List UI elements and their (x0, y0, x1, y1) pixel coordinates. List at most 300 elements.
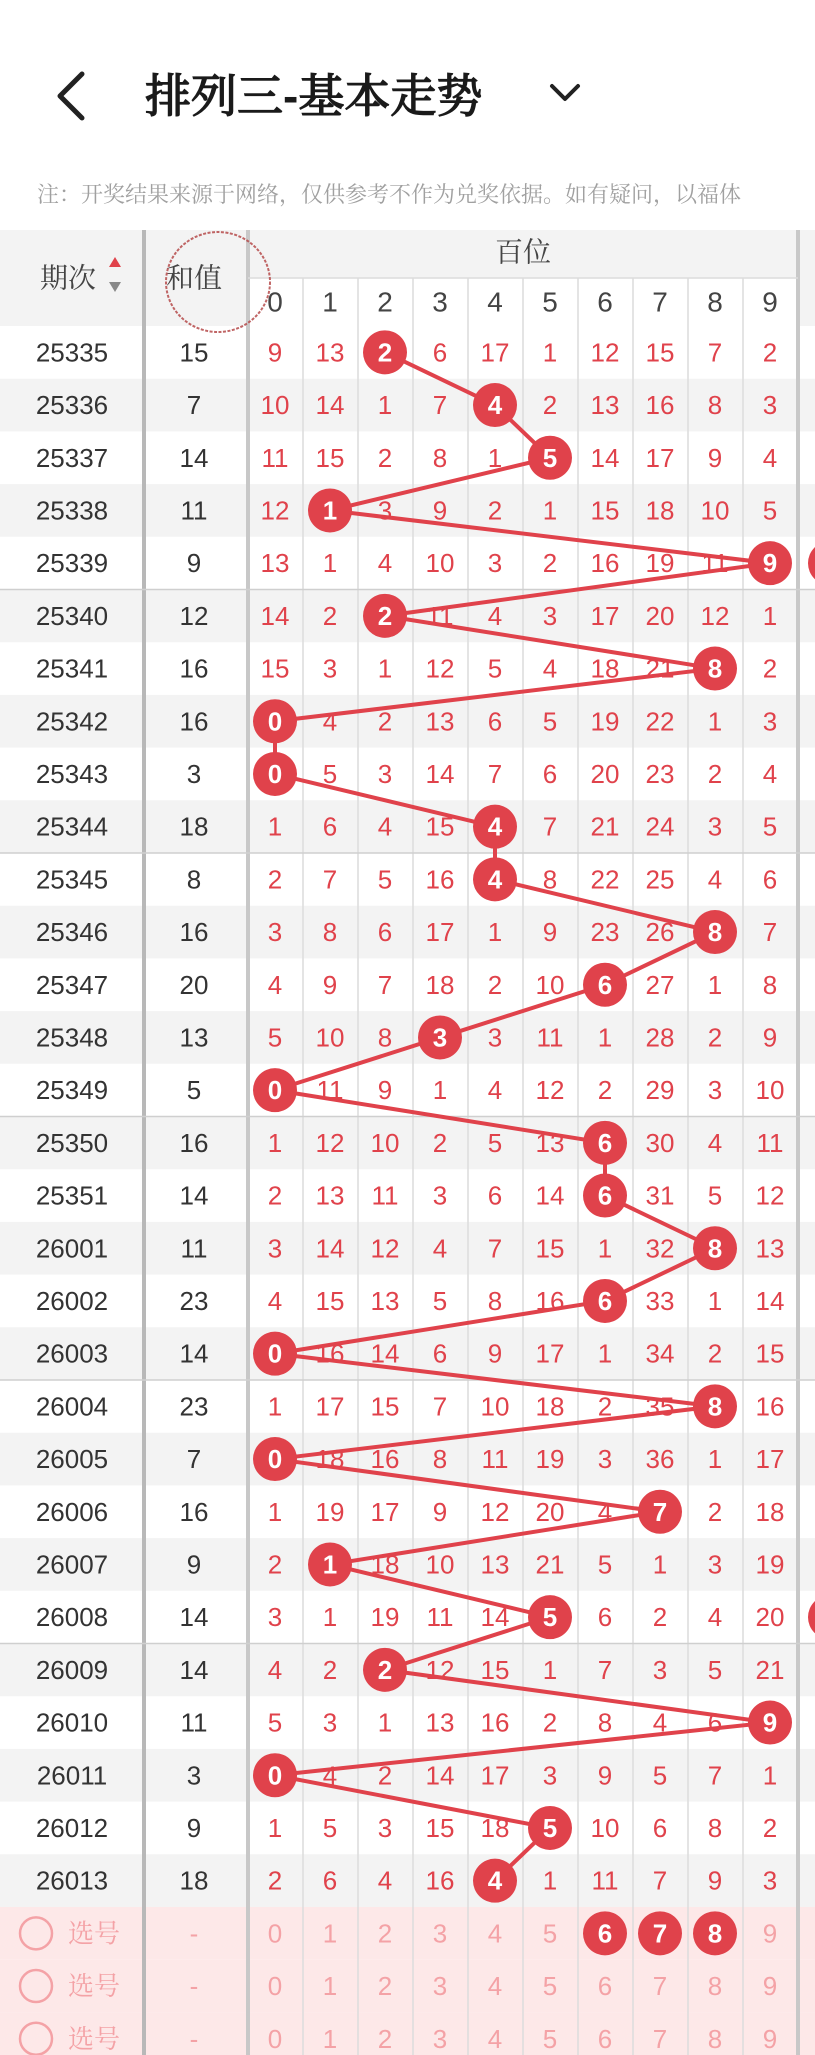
period-cell: 26001 (35, 1233, 109, 1264)
miss-count: 33 (645, 1285, 675, 1316)
miss-count: 13 (425, 1707, 455, 1738)
miss-count: 1 (597, 1338, 613, 1369)
miss-count: 22 (645, 706, 675, 737)
period-cell: 25339 (35, 548, 109, 579)
miss-count: 4 (322, 706, 338, 737)
hit-number: 6 (597, 1180, 613, 1211)
selected-digit[interactable]: 6 (597, 1918, 613, 1949)
sum-cell: 18 (179, 1865, 209, 1896)
miss-count: 1 (322, 1602, 338, 1633)
miss-count: 7 (432, 1391, 448, 1422)
miss-count: 8 (377, 1022, 393, 1053)
sum-cell: 14 (179, 442, 209, 473)
miss-count: 4 (707, 1127, 723, 1158)
sum-cell: 15 (179, 337, 209, 368)
hit-number: 8 (707, 653, 723, 684)
pick-digit[interactable]: 6 (597, 2023, 613, 2054)
digit-header: 1 (322, 286, 338, 318)
sum-cell: 9 (186, 1812, 202, 1843)
hit-number: 9 (762, 1707, 778, 1738)
period-cell: 26009 (35, 1654, 109, 1685)
miss-count: 3 (267, 1602, 283, 1633)
pick-digit[interactable]: 4 (487, 1918, 503, 1949)
miss-count: 13 (425, 706, 455, 737)
sum-cell: 16 (179, 917, 209, 948)
pick-digit[interactable]: 4 (487, 2023, 503, 2054)
miss-count: 8 (707, 390, 723, 421)
pick-row-bg (0, 1907, 815, 1960)
miss-count: 4 (487, 600, 503, 631)
miss-count: 2 (377, 706, 393, 737)
pick-label: 选号 (67, 2023, 121, 2054)
row-bg (0, 379, 815, 432)
hit-number: 0 (267, 706, 283, 737)
miss-count: 2 (542, 1707, 558, 1738)
selected-digit[interactable]: 8 (707, 1918, 723, 1949)
hit-number: 2 (377, 600, 393, 631)
sum-cell: 14 (179, 1338, 209, 1369)
pick-digit[interactable]: 0 (267, 2023, 283, 2054)
pick-sum: - (189, 1918, 199, 1949)
miss-count: 2 (707, 758, 723, 789)
hit-number: 1 (322, 495, 338, 526)
pick-digit[interactable]: 9 (762, 2023, 778, 2054)
miss-count: 4 (762, 758, 778, 789)
miss-count: 5 (762, 495, 778, 526)
period-cell: 26010 (35, 1707, 109, 1738)
miss-count: 23 (590, 917, 620, 948)
miss-count: 1 (267, 1812, 283, 1843)
miss-count: 16 (315, 1338, 345, 1369)
miss-count: 4 (322, 1760, 338, 1791)
miss-count: 2 (707, 1496, 723, 1527)
miss-count: 14 (755, 1285, 785, 1316)
row-bg (0, 1011, 815, 1064)
miss-count: 3 (377, 495, 393, 526)
pick-digit[interactable]: 2 (377, 1918, 393, 1949)
miss-count: 13 (755, 1233, 785, 1264)
digit-header: 4 (487, 286, 503, 318)
miss-count: 20 (535, 1496, 565, 1527)
miss-count: 6 (432, 1338, 448, 1369)
miss-count: 1 (432, 1075, 448, 1106)
miss-count: 16 (480, 1707, 510, 1738)
hit-number: 0 (267, 1760, 283, 1791)
miss-count: 3 (597, 1444, 613, 1475)
miss-count: 15 (480, 1654, 510, 1685)
miss-count: 2 (762, 337, 778, 368)
pick-digit[interactable]: 5 (542, 2023, 558, 2054)
miss-count: 1 (267, 1496, 283, 1527)
miss-count: 3 (762, 706, 778, 737)
miss-count: 1 (707, 706, 723, 737)
miss-count: 2 (762, 653, 778, 684)
sum-cell: 13 (179, 1022, 209, 1053)
miss-count: 3 (322, 1707, 338, 1738)
pick-digit[interactable]: 0 (267, 1918, 283, 1949)
period-cell: 26012 (35, 1812, 109, 1843)
miss-count: 11 (371, 1180, 399, 1211)
period-cell: 26003 (35, 1338, 109, 1369)
row-bg (0, 1117, 815, 1170)
miss-count: 18 (755, 1496, 785, 1527)
miss-count: 2 (542, 390, 558, 421)
digit-header: 8 (707, 286, 723, 318)
miss-count: 19 (370, 1602, 400, 1633)
miss-count: 18 (315, 1444, 345, 1475)
miss-count: 4 (377, 548, 393, 579)
miss-count: 16 (425, 1865, 455, 1896)
miss-count: 1 (487, 917, 503, 948)
period-cell: 25346 (35, 917, 109, 948)
miss-count: 5 (762, 811, 778, 842)
row-bg (0, 906, 815, 959)
period-cell: 26004 (35, 1391, 109, 1422)
miss-count: 2 (597, 1391, 613, 1422)
miss-count: 9 (707, 442, 723, 473)
miss-count: 2 (377, 1760, 393, 1791)
miss-count: 9 (487, 1338, 503, 1369)
miss-count: 16 (370, 1444, 400, 1475)
hit-number: 0 (267, 758, 283, 789)
hit-number: 4 (487, 864, 503, 895)
miss-count: 15 (260, 653, 290, 684)
miss-count: 11 (426, 1602, 454, 1633)
hit-number: 8 (707, 917, 723, 948)
miss-count: 14 (315, 390, 345, 421)
miss-count: 17 (535, 1338, 565, 1369)
miss-count: 21 (590, 811, 620, 842)
pick-digit[interactable]: 5 (542, 1971, 558, 2002)
miss-count: 7 (707, 1760, 723, 1791)
pick-digit[interactable]: 6 (597, 1971, 613, 2002)
miss-count: 31 (645, 1180, 675, 1211)
period-cell: 25338 (35, 495, 109, 526)
pick-digit[interactable]: 7 (652, 1971, 668, 2002)
miss-count: 14 (315, 1233, 345, 1264)
sum-cell: 9 (186, 548, 202, 579)
miss-count: 4 (267, 969, 283, 1000)
miss-count: 7 (652, 1865, 668, 1896)
pick-digit[interactable]: 1 (322, 1918, 338, 1949)
sum-cell: 5 (186, 1075, 202, 1106)
miss-count: 17 (480, 337, 510, 368)
miss-count: 29 (645, 1075, 675, 1106)
miss-count: 9 (597, 1760, 613, 1791)
miss-count: 2 (597, 1075, 613, 1106)
sum-cell: 16 (179, 706, 209, 737)
row-bg (0, 1644, 815, 1697)
miss-count: 12 (700, 600, 730, 631)
miss-count: 2 (377, 442, 393, 473)
miss-count: 18 (645, 495, 675, 526)
hit-number: 4 (487, 811, 503, 842)
miss-count: 1 (267, 1391, 283, 1422)
period-cell: 25343 (35, 758, 109, 789)
miss-count: 9 (542, 917, 558, 948)
miss-count: 9 (267, 337, 283, 368)
miss-count: 19 (755, 1549, 785, 1580)
hit-number: 0 (267, 1338, 283, 1369)
miss-count: 8 (322, 917, 338, 948)
pick-row-bg (0, 2012, 815, 2055)
miss-count: 4 (762, 442, 778, 473)
pick-digit[interactable]: 2 (377, 2023, 393, 2054)
selected-digit[interactable]: 7 (652, 1918, 668, 1949)
sum-cell: 3 (186, 758, 202, 789)
digit-header: 5 (542, 286, 558, 318)
miss-count: 6 (487, 706, 503, 737)
position-header: 百位 (494, 236, 552, 268)
miss-count: 14 (370, 1338, 400, 1369)
miss-count: 14 (425, 758, 455, 789)
miss-count: 4 (267, 1285, 283, 1316)
period-cell: 26007 (35, 1549, 109, 1580)
pick-digit[interactable]: 9 (762, 1971, 778, 2002)
miss-count: 2 (322, 1654, 338, 1685)
miss-count: 4 (267, 1654, 283, 1685)
miss-count: 3 (377, 1812, 393, 1843)
miss-count: 8 (487, 1285, 503, 1316)
miss-count: 3 (762, 1865, 778, 1896)
miss-count: 13 (315, 1180, 345, 1211)
period-cell: 25349 (35, 1075, 109, 1106)
pick-digit[interactable]: 4 (487, 1971, 503, 2002)
sum-cell: 11 (180, 1233, 208, 1264)
miss-count: 6 (322, 1865, 338, 1896)
pick-digit[interactable]: 8 (707, 1971, 723, 2002)
next-column-ball (808, 1595, 815, 1639)
miss-count: 7 (542, 811, 558, 842)
miss-count: 8 (542, 864, 558, 895)
miss-count: 7 (707, 337, 723, 368)
miss-count: 2 (432, 1127, 448, 1158)
hit-number: 0 (267, 1075, 283, 1106)
miss-count: 5 (322, 1812, 338, 1843)
pick-digit[interactable]: 3 (432, 2023, 448, 2054)
miss-count: 5 (652, 1760, 668, 1791)
miss-count: 12 (370, 1233, 400, 1264)
pick-row-bg (0, 1960, 815, 2013)
row-bg (0, 590, 815, 643)
pick-digit[interactable]: 1 (322, 2023, 338, 2054)
miss-count: 10 (315, 1022, 345, 1053)
miss-count: 15 (590, 495, 620, 526)
miss-count: 24 (645, 811, 675, 842)
miss-count: 22 (590, 864, 620, 895)
period-cell: 25344 (35, 811, 109, 842)
miss-count: 3 (267, 917, 283, 948)
miss-count: 2 (762, 1812, 778, 1843)
miss-count: 6 (432, 337, 448, 368)
miss-count: 13 (480, 1549, 510, 1580)
sum-cell: 7 (186, 390, 202, 421)
miss-count: 9 (432, 1496, 448, 1527)
miss-count: 15 (425, 811, 455, 842)
pick-label: 选号 (67, 1971, 121, 2002)
miss-count: 27 (645, 969, 675, 1000)
miss-count: 2 (322, 600, 338, 631)
miss-count: 3 (542, 1760, 558, 1791)
miss-count: 5 (707, 1180, 723, 1211)
row-bg (0, 1327, 815, 1380)
hit-number: 4 (487, 390, 503, 421)
app-header (0, 0, 815, 160)
miss-count: 6 (597, 1602, 613, 1633)
miss-count: 13 (260, 548, 290, 579)
pick-digit[interactable]: 8 (707, 2023, 723, 2054)
pick-digit[interactable]: 9 (762, 1918, 778, 1949)
miss-count: 15 (535, 1233, 565, 1264)
hit-number: 3 (432, 1022, 448, 1053)
miss-count: 19 (645, 548, 675, 579)
miss-count: 4 (377, 811, 393, 842)
miss-count: 2 (487, 969, 503, 1000)
hit-number: 1 (322, 1549, 338, 1580)
miss-count: 17 (590, 600, 620, 631)
miss-count: 15 (425, 1812, 455, 1843)
back-arrow-icon[interactable] (52, 68, 92, 124)
miss-count: 8 (762, 969, 778, 1000)
period-cell: 25337 (35, 442, 109, 473)
pick-label: 选号 (67, 1918, 121, 1949)
miss-count: 25 (645, 864, 675, 895)
page-title: 排列三-基本走势 (145, 70, 483, 122)
miss-count: 13 (370, 1285, 400, 1316)
miss-count: 3 (487, 1022, 503, 1053)
miss-count: 18 (425, 969, 455, 1000)
miss-count: 11 (481, 1444, 509, 1475)
sum-cell: 16 (179, 653, 209, 684)
period-cell: 25345 (35, 864, 109, 895)
miss-count: 1 (707, 1444, 723, 1475)
miss-count: 21 (645, 653, 675, 684)
sum-cell: 23 (179, 1285, 209, 1316)
hit-number: 7 (652, 1496, 668, 1527)
sum-cell: 9 (186, 1549, 202, 1580)
hit-number: 4 (487, 1865, 503, 1896)
miss-count: 10 (425, 548, 455, 579)
miss-count: 13 (315, 337, 345, 368)
miss-count: 26 (645, 917, 675, 948)
miss-count: 16 (645, 390, 675, 421)
miss-count: 12 (590, 337, 620, 368)
miss-count: 4 (487, 1075, 503, 1106)
miss-count: 4 (707, 864, 723, 895)
pick-digit[interactable]: 3 (432, 1971, 448, 2002)
period-cell: 26002 (35, 1285, 109, 1316)
trend-table (0, 230, 815, 2055)
digit-header: 7 (652, 286, 668, 318)
miss-count: 12 (425, 1654, 455, 1685)
row-bg (0, 800, 815, 853)
miss-count: 16 (425, 864, 455, 895)
miss-count: 12 (755, 1180, 785, 1211)
miss-count: 5 (377, 864, 393, 895)
miss-count: 1 (377, 1707, 393, 1738)
pick-digit[interactable]: 1 (322, 1971, 338, 2002)
period-cell: 25350 (35, 1127, 109, 1158)
hit-number: 2 (377, 337, 393, 368)
chevron-down-icon[interactable] (548, 80, 582, 106)
miss-count: 1 (487, 442, 503, 473)
sum-cell: 3 (186, 1760, 202, 1791)
sum-cell: 18 (179, 811, 209, 842)
sum-cell: 16 (179, 1127, 209, 1158)
miss-count: 15 (370, 1391, 400, 1422)
miss-count: 12 (260, 495, 290, 526)
miss-count: 16 (590, 548, 620, 579)
miss-count: 3 (707, 811, 723, 842)
miss-count: 11 (261, 442, 289, 473)
miss-count: 2 (267, 1865, 283, 1896)
miss-count: 3 (542, 600, 558, 631)
miss-count: 5 (322, 758, 338, 789)
miss-count: 14 (480, 1602, 510, 1633)
miss-count: 17 (755, 1444, 785, 1475)
sum-cell: 11 (180, 1707, 208, 1738)
row-bg (0, 1222, 815, 1275)
miss-count: 9 (322, 969, 338, 1000)
miss-count: 10 (425, 1549, 455, 1580)
miss-count: 5 (267, 1707, 283, 1738)
miss-count: 7 (432, 390, 448, 421)
miss-count: 4 (432, 1233, 448, 1264)
miss-count: 1 (542, 1654, 558, 1685)
miss-count: 2 (267, 1549, 283, 1580)
miss-count: 13 (590, 390, 620, 421)
pick-digit[interactable]: 7 (652, 2023, 668, 2054)
hit-number: 6 (597, 1127, 613, 1158)
miss-count: 14 (425, 1760, 455, 1791)
miss-count: 10 (535, 969, 565, 1000)
miss-count: 1 (322, 548, 338, 579)
pick-digit[interactable]: 5 (542, 1918, 558, 1949)
hit-number: 8 (707, 1391, 723, 1422)
miss-count: 2 (707, 1338, 723, 1369)
hit-number: 5 (542, 1812, 558, 1843)
sum-cell: 14 (179, 1654, 209, 1685)
miss-count: 11 (316, 1075, 344, 1106)
miss-count: 1 (542, 337, 558, 368)
miss-count: 11 (756, 1127, 784, 1158)
miss-count: 3 (652, 1654, 668, 1685)
miss-count: 2 (487, 495, 503, 526)
period-cell: 25341 (35, 653, 109, 684)
miss-count: 7 (322, 864, 338, 895)
pick-digit[interactable]: 2 (377, 1971, 393, 2002)
miss-count: 18 (590, 653, 620, 684)
miss-count: 10 (370, 1127, 400, 1158)
miss-count: 3 (707, 1549, 723, 1580)
sum-cell: 23 (179, 1391, 209, 1422)
miss-count: 5 (267, 1022, 283, 1053)
miss-count: 12 (315, 1127, 345, 1158)
miss-count: 8 (597, 1707, 613, 1738)
miss-count: 15 (315, 1285, 345, 1316)
miss-count: 11 (591, 1865, 619, 1896)
digit-header: 3 (432, 286, 448, 318)
miss-count: 15 (645, 337, 675, 368)
pick-digit[interactable]: 0 (267, 1971, 283, 2002)
miss-count: 2 (707, 1022, 723, 1053)
miss-count: 19 (315, 1496, 345, 1527)
miss-count: 18 (535, 1391, 565, 1422)
miss-count: 32 (645, 1233, 675, 1264)
miss-count: 7 (487, 1233, 503, 1264)
pick-digit[interactable]: 3 (432, 1918, 448, 1949)
miss-count: 12 (535, 1075, 565, 1106)
